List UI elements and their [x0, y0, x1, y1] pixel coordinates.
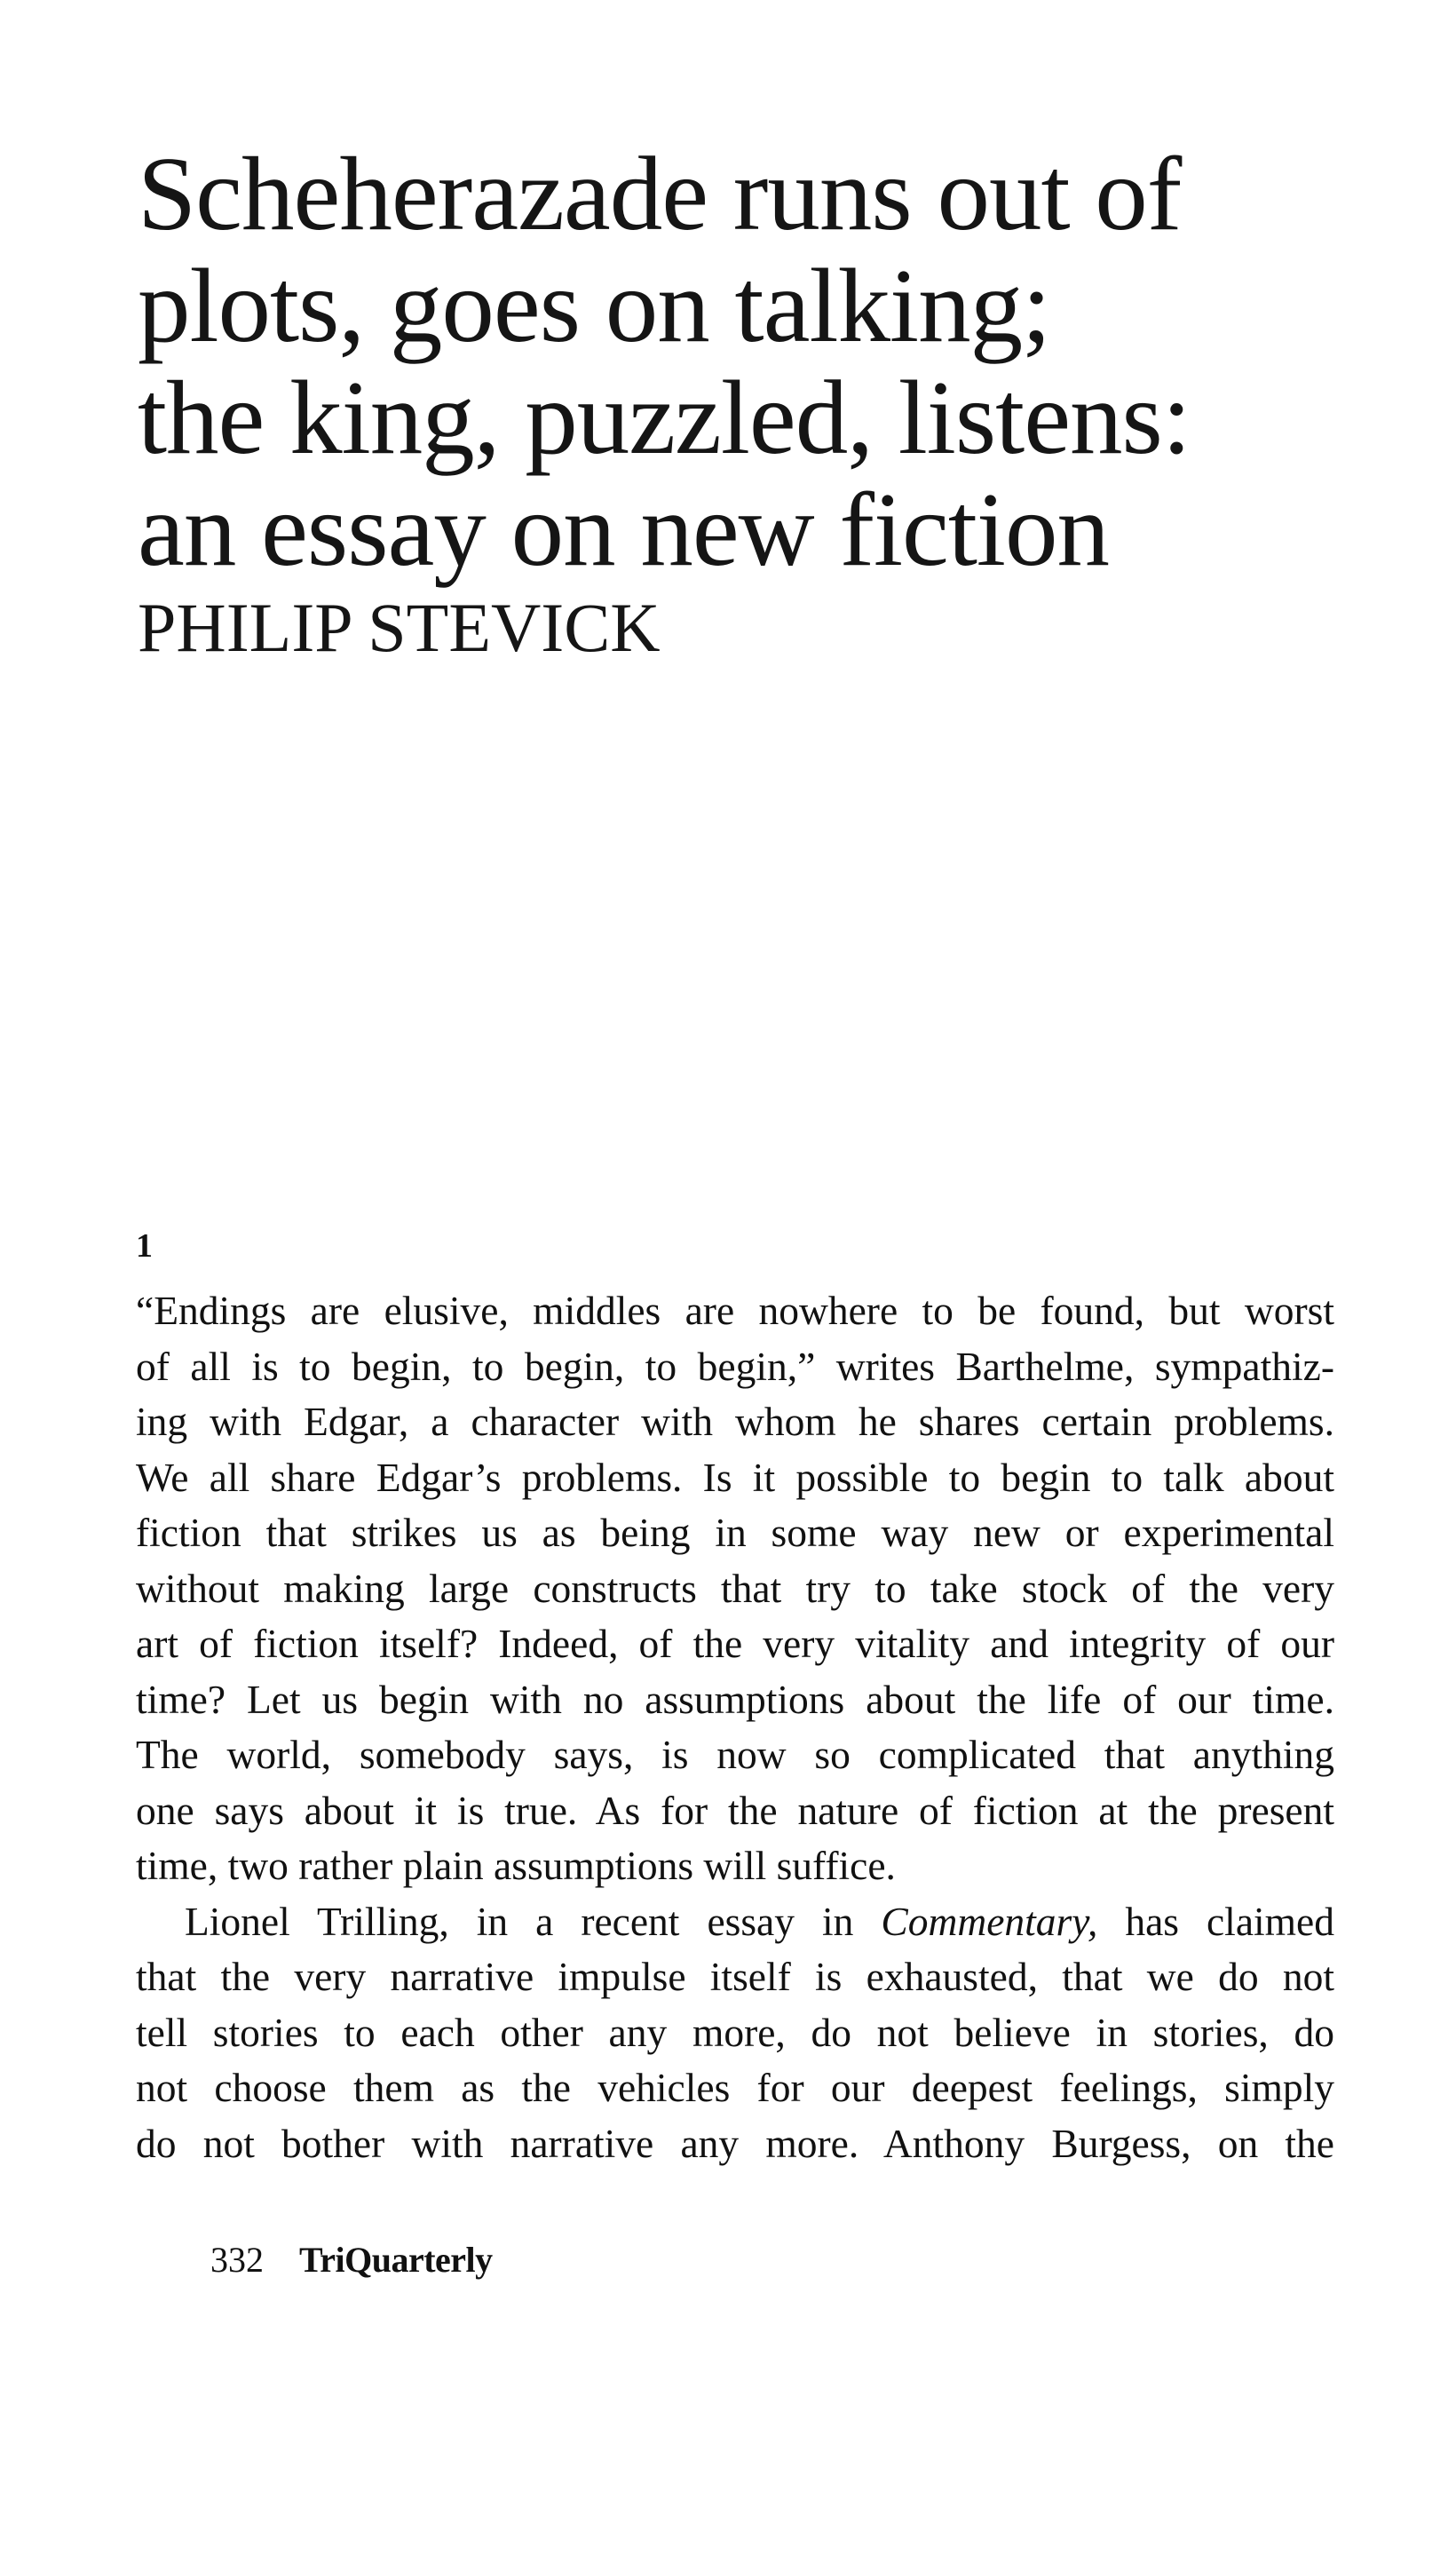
- page-number: 332: [210, 2240, 264, 2280]
- paragraph-1-line: without making large constructs that try to take stock of the very: [136, 1565, 1334, 1611]
- paragraph-1-line: one says about it is true. As for the nature of fiction at the present: [136, 1787, 1334, 1833]
- paragraph-2-first-line: [136, 1894, 1334, 1950]
- paragraph-2-line: tell stories to each other any more, do not believe in stories, do: [136, 2009, 1334, 2055]
- paragraph-1-line: time? Let us begin with no assumptions about the life of our time.: [136, 1676, 1334, 1722]
- journal-title-italic: Commentary,: [881, 1898, 1098, 1944]
- paragraph-2-line: not choose them as the vehicles for our deepest feelings, simply: [136, 2065, 1334, 2110]
- paragraph-2: [136, 1894, 1334, 2172]
- paragraph-1-line: We all share Edgar’s problems. Is it possible to begin to talk about: [136, 1454, 1334, 1500]
- paragraph-1-line: ing with Edgar, a character with whom he shares certain problems.: [136, 1399, 1334, 1444]
- page-footer: [210, 2238, 493, 2282]
- essay-title-block: [138, 135, 1292, 667]
- section-number: 1: [136, 1227, 153, 1265]
- paragraph-1-line: fiction that strikes us as being in some way new or experimental: [136, 1510, 1334, 1555]
- body-text: [136, 1283, 1334, 2171]
- paragraph-1-line: of all is to begin, to begin, to begin,” writes Barthelme, sympathiz-: [136, 1343, 1334, 1389]
- author-name: PHILIP STEVICK: [138, 589, 661, 666]
- title-line-3: the king, puzzled, listens:: [138, 359, 1191, 476]
- journal-name: TriQuarterly: [299, 2240, 493, 2280]
- title-line-1: Scheherazade runs out of: [138, 135, 1182, 252]
- paragraph-2-line: do not bother with narrative any more. Anthony Burgess, on the: [136, 2120, 1334, 2166]
- paragraph-1-line: time, two rather plain assumptions will suffice.: [136, 1843, 896, 1888]
- title-line-4: an essay on new fiction: [138, 471, 1109, 588]
- paragraph-1-line: art of fiction itself? Indeed, of the very vitality and integrity of our: [136, 1621, 1334, 1666]
- paragraph-1-line: “Endings are elusive, middles are nowhere to be found, but worst: [136, 1288, 1334, 1333]
- title-line-2: plots, goes on talking;: [138, 247, 1051, 364]
- paragraph-2-text: has claimed: [1097, 1898, 1334, 1944]
- paragraph-1-line: The world, somebody says, is now so complicated that anything: [136, 1732, 1334, 1777]
- paragraph-1: [136, 1283, 1334, 1894]
- paragraph-2-text: Lionel Trilling, in a recent essay in: [185, 1898, 882, 1944]
- paragraph-2-line: that the very narrative impulse itself is exhausted, that we do not: [136, 1954, 1334, 1999]
